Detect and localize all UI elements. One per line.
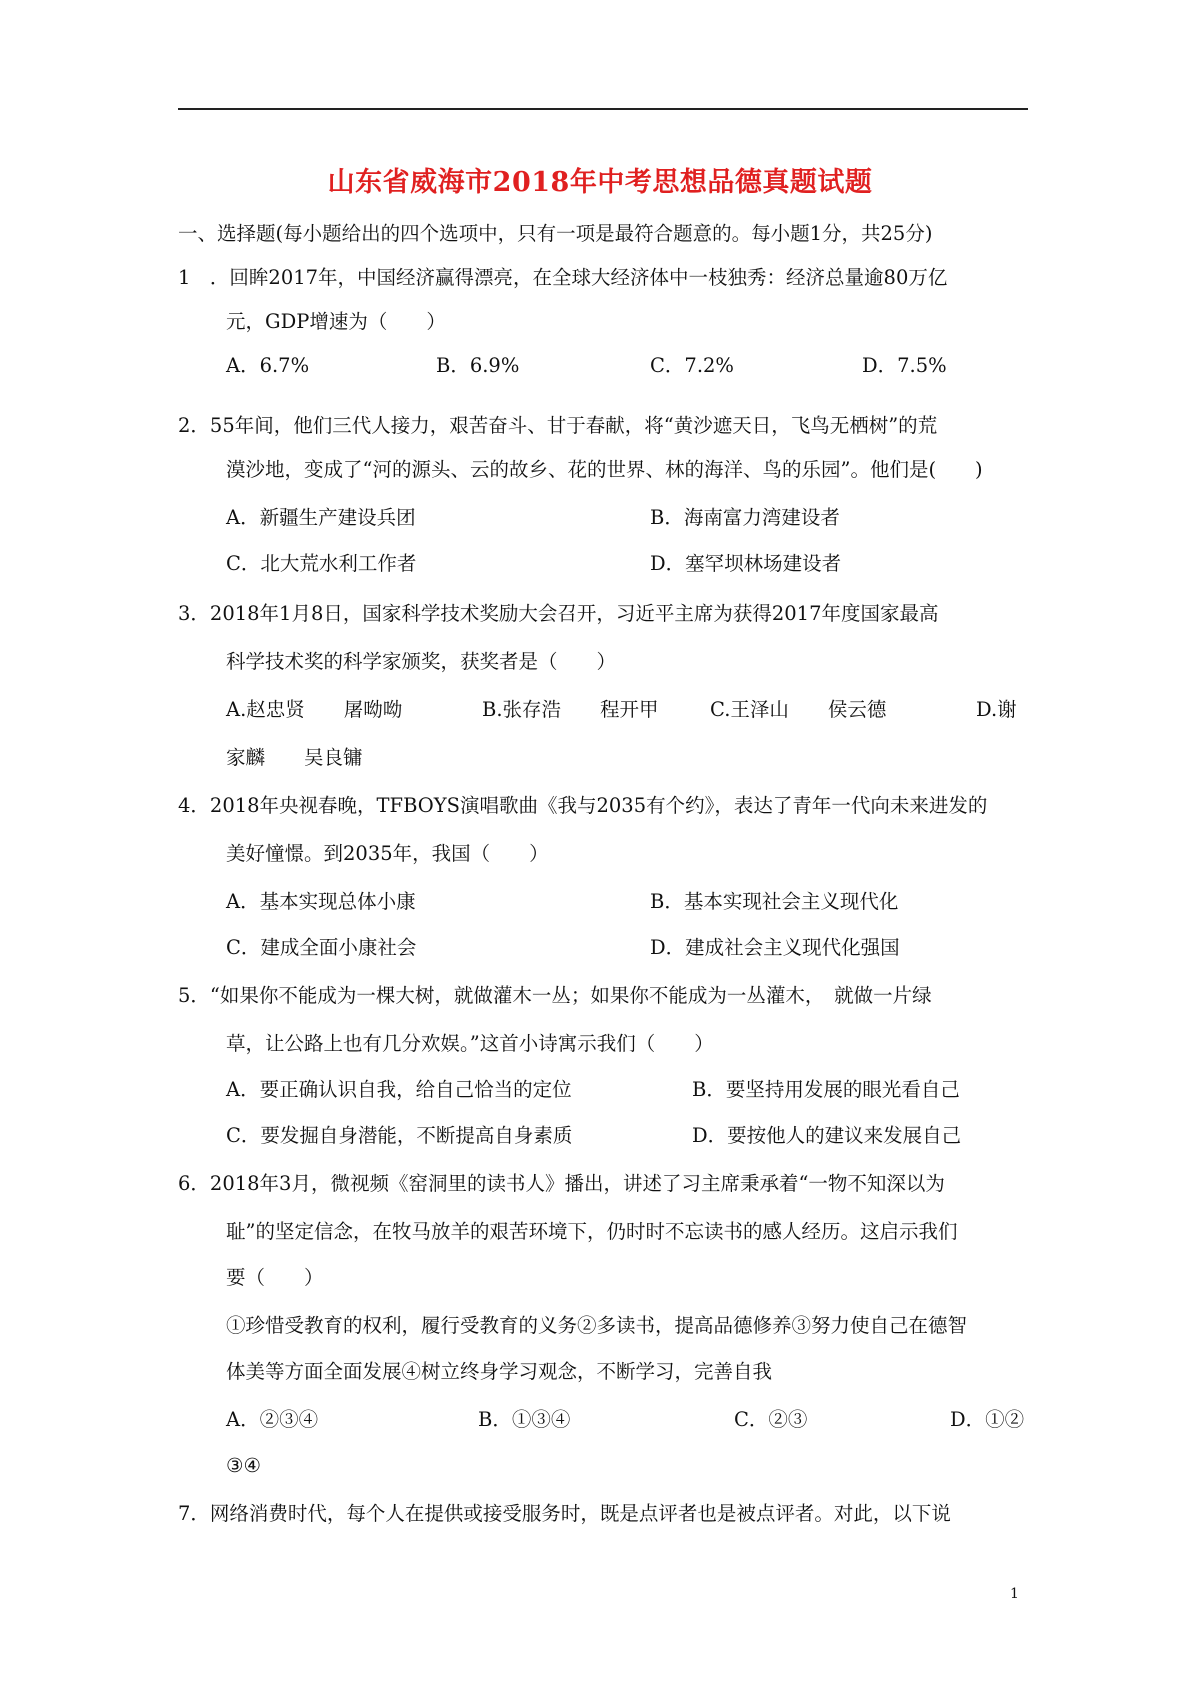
question-5-option-b: B．要坚持用发展的眼光看自己 bbox=[692, 1078, 960, 1101]
question-1-option-b: B．6.9% bbox=[436, 354, 520, 377]
question-3-option-a: A.赵忠贤 屠呦呦 bbox=[226, 698, 403, 721]
question-1-option-c: C．7.2% bbox=[650, 354, 734, 377]
question-6-option-a: A．②③④ bbox=[226, 1408, 319, 1431]
question-5-option-c: C．要发掘自身潜能，不断提高自身素质 bbox=[226, 1124, 573, 1147]
section-heading: 一、选择题(每小题给出的四个选项中，只有一项是最符合题意的。每小题1分，共25分) bbox=[178, 222, 933, 245]
question-7-stem-line-1: 7．网络消费时代，每个人在提供或接受服务时，既是点评者也是被点评者。对此，以下说 bbox=[178, 1502, 951, 1525]
question-4-option-c: C．建成全面小康社会 bbox=[226, 936, 417, 959]
question-4-option-d: D．建成社会主义现代化强国 bbox=[650, 936, 900, 959]
question-6-stem-line-1: 6．2018年3月，微视频《窑洞里的读书人》播出，讲述了习主席秉承着“一物不知深以为 bbox=[178, 1172, 945, 1195]
question-1-option-d: D．7.5% bbox=[862, 354, 947, 377]
question-3-option-b: B.张存浩 程开甲 bbox=[482, 698, 659, 721]
question-2-option-b: B．海南富力湾建设者 bbox=[650, 506, 840, 529]
question-5-stem-line-1: 5．“如果你不能成为一棵大树，就做灌木一丛；如果你不能成为一丛灌木， 就做一片绿 bbox=[178, 984, 932, 1007]
question-4-stem-line-1: 4．2018年央视春晚，TFBOYS演唱歌曲《我与2035有个约》，表达了青年一代向未来进发的 bbox=[178, 794, 988, 817]
question-2-option-d: D．塞罕坝林场建设者 bbox=[650, 552, 842, 575]
question-4-stem-line-2: 美好憧憬。到2035年，我国（ ） bbox=[226, 842, 549, 865]
question-6-option-c: C．②③ bbox=[734, 1408, 808, 1431]
question-2-option-c: C．北大荒水利工作者 bbox=[226, 552, 417, 575]
question-6-option-b: B．①③④ bbox=[478, 1408, 571, 1431]
question-1-stem-line-2: 元，GDP增速为（ ） bbox=[226, 310, 446, 333]
question-1-stem-line-1: 1 ．回眸2017年，中国经济赢得漂亮，在全球大经济体中一枝独秀：经济总量逾80万亿 bbox=[178, 266, 948, 289]
question-1-option-a: A．6.7% bbox=[226, 354, 310, 377]
question-5-stem-line-2: 草，让公路上也有几分欢娱。”这首小诗寓示我们（ ） bbox=[226, 1032, 714, 1055]
question-6-statements-line-1: ①珍惜受教育的权利，履行受教育的义务②多读书，提高品德修养③努力使自己在德智 bbox=[226, 1314, 968, 1337]
question-3-stem-line-1: 3．2018年1月8日，国家科学技术奖励大会召开，习近平主席为获得2017年度国家最高 bbox=[178, 602, 939, 625]
page-title: 山东省威海市2018年中考思想品德真题试题 bbox=[327, 167, 873, 198]
question-3-stem-line-2: 科学技术奖的科学家颁奖，获奖者是（ ） bbox=[226, 650, 617, 673]
question-3-option-c: C.王泽山 侯云德 bbox=[710, 698, 887, 721]
page-number: 1 bbox=[1010, 1586, 1019, 1602]
question-4-option-a: A．基本实现总体小康 bbox=[226, 890, 416, 913]
question-6-statements-line-2: 体美等方面全面发展④树立终身学习观念，不断学习，完善自我 bbox=[226, 1360, 773, 1383]
question-2-stem-line-1: 2．55年间，他们三代人接力，艰苦奋斗、甘于春献，将“黄沙遮天日，飞鸟无栖树”的荒 bbox=[178, 414, 938, 437]
question-3-option-d: D.谢 bbox=[976, 698, 1017, 721]
question-6-option-d-continued: ③④ bbox=[226, 1454, 261, 1477]
header-rule bbox=[178, 108, 1028, 110]
question-5-option-d: D．要按他人的建议来发展自己 bbox=[692, 1124, 962, 1147]
question-5-option-a: A．要正确认识自我，给自己恰当的定位 bbox=[226, 1078, 572, 1101]
question-2-stem-line-2: 漠沙地，变成了“河的源头、云的故乡、花的世界、林的海洋、鸟的乐园”。他们是( ) bbox=[226, 458, 983, 481]
question-3-option-d-continued: 家麟 吴良镛 bbox=[226, 746, 363, 769]
question-6-stem-line-2: 耻”的坚定信念，在牧马放羊的艰苦环境下，仍时时不忘读书的感人经历。这启示我们 bbox=[226, 1220, 958, 1243]
question-4-option-b: B．基本实现社会主义现代化 bbox=[650, 890, 899, 913]
question-6-stem-line-3: 要（ ） bbox=[226, 1266, 324, 1289]
question-6-option-d: D．①② bbox=[950, 1408, 1025, 1431]
question-2-option-a: A．新疆生产建设兵团 bbox=[226, 506, 416, 529]
